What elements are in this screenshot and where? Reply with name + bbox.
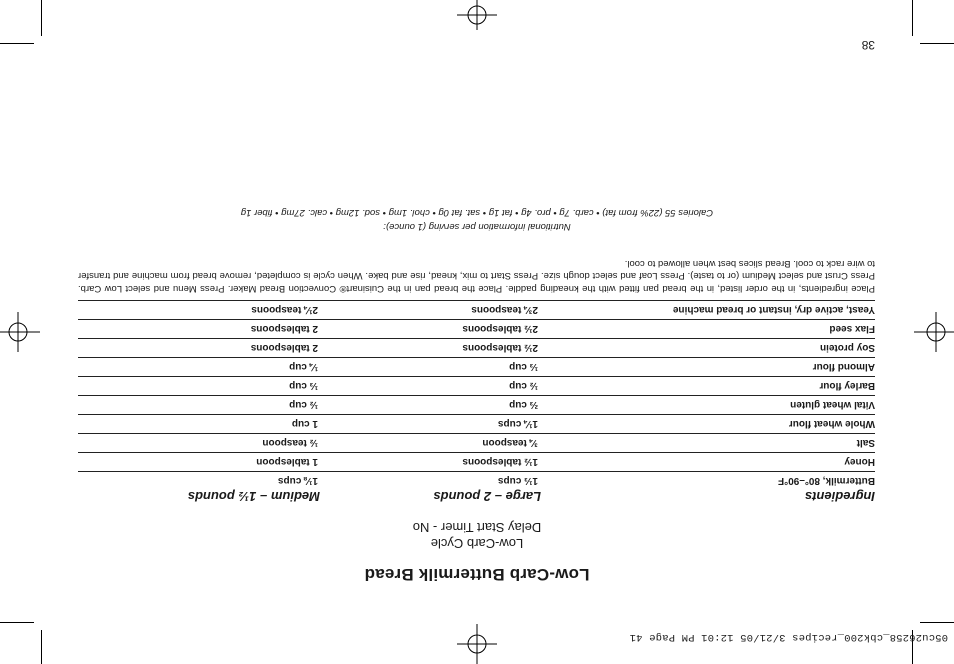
table-row [78, 395, 875, 414]
large-amount: 1½ tablespoons [462, 456, 538, 467]
large-amount: ⅔ cup [509, 399, 538, 410]
registration-mark-icon [0, 312, 40, 352]
medium-amount: 1 tablespoon [256, 456, 318, 467]
recipe-delay-timer: Delay Start Timer - No [412, 520, 542, 535]
page-number: 38 [861, 38, 875, 52]
registration-mark-icon [457, 624, 497, 664]
ingredient-name: Honey [844, 456, 875, 467]
ingredient-name: Whole wheat flour [788, 418, 875, 429]
crop-mark [0, 43, 34, 44]
column-header-ingredients: Ingredients [804, 489, 875, 504]
table-row [78, 376, 875, 395]
registration-mark-icon [914, 312, 954, 352]
ingredient-name: Soy protein [819, 342, 875, 353]
table-row [78, 452, 875, 471]
nutrition-facts: Calories 55 (22% from fat) • carb. 7g • pro. 4g • fat 1g • sat. fat 0g • chol. 1mg • sod. 12mg • calc. 27mg • fiber 1g [240, 207, 714, 218]
registration-mark-icon [457, 0, 497, 30]
ingredient-name: Buttermilk, 80°–90°F [778, 475, 875, 486]
ingredient-name: Vital wheat gluten [790, 399, 875, 410]
table-row [78, 357, 875, 376]
large-amount: 2½ tablespoons [462, 342, 538, 353]
crop-mark [920, 622, 954, 623]
table-row [78, 414, 875, 433]
recipe-title: Low-Carb Buttermilk Bread [364, 565, 590, 584]
medium-amount: ½ cup [289, 399, 318, 410]
ingredient-name: Flax seed [829, 323, 875, 334]
crop-mark [41, 0, 42, 36]
recipe-cycle: Low-Carb Cycle [430, 536, 524, 551]
large-amount: ¾ teaspoon [482, 437, 538, 448]
column-header-medium: Medium – 1½ pounds [187, 489, 320, 504]
ingredient-name: Salt [856, 437, 875, 448]
medium-amount: 2 tablespoons [250, 342, 318, 353]
crop-mark [41, 630, 42, 664]
table-row [78, 338, 875, 357]
large-amount: ½ cup [509, 380, 538, 391]
large-amount: 2¾ teaspoons [471, 304, 538, 315]
table-row [78, 433, 875, 452]
table-row [78, 319, 875, 338]
ingredient-name: Barley flour [819, 380, 875, 391]
medium-amount: ½ teaspoon [262, 437, 318, 448]
large-amount: 1⅓ cups [497, 475, 538, 486]
table-row [78, 471, 875, 490]
crop-mark [920, 43, 954, 44]
crop-mark [912, 0, 913, 36]
crop-mark [0, 622, 34, 623]
print-slug: 05cu26258_cbk200_recipes 3/21/05 12:01 PM Page 41 [629, 631, 948, 643]
large-amount: ⅓ cup [509, 361, 538, 372]
medium-amount: ¼ cup [289, 361, 318, 372]
column-header-large: Large – 2 pounds [433, 489, 541, 504]
nutrition-heading: Nutritional information per serving (1 ounce): [383, 221, 571, 232]
medium-amount: 2¼ teaspoons [251, 304, 318, 315]
ingredient-name: Almond flour [812, 361, 875, 372]
medium-amount: ⅓ cup [289, 380, 318, 391]
ingredient-name: Yeast, active dry, instant or bread machine [672, 304, 875, 315]
medium-amount: 2 tablespoons [250, 323, 318, 334]
medium-amount: 1 cup [291, 418, 318, 429]
medium-amount: 1⅛ cups [277, 475, 318, 486]
large-amount: 1¼ cups [497, 418, 538, 429]
method-paragraph: Place ingredients, in the order listed, in the bread pan fitted with the kneading paddle. Place the bread pan in the Cuisinart® Convection Bread Maker. Press Menu and select Low Carb. Press Crust and select Medium (or to taste). Press Loaf and select dough size. Press Start to mix, knead, rise and bake. When cycle is completed, remove bread from machine and transfer to wire rack to cool. Bread slices best when allowed to cool. [78, 258, 875, 294]
large-amount: 2½ tablespoons [462, 323, 538, 334]
table-row [78, 300, 875, 319]
